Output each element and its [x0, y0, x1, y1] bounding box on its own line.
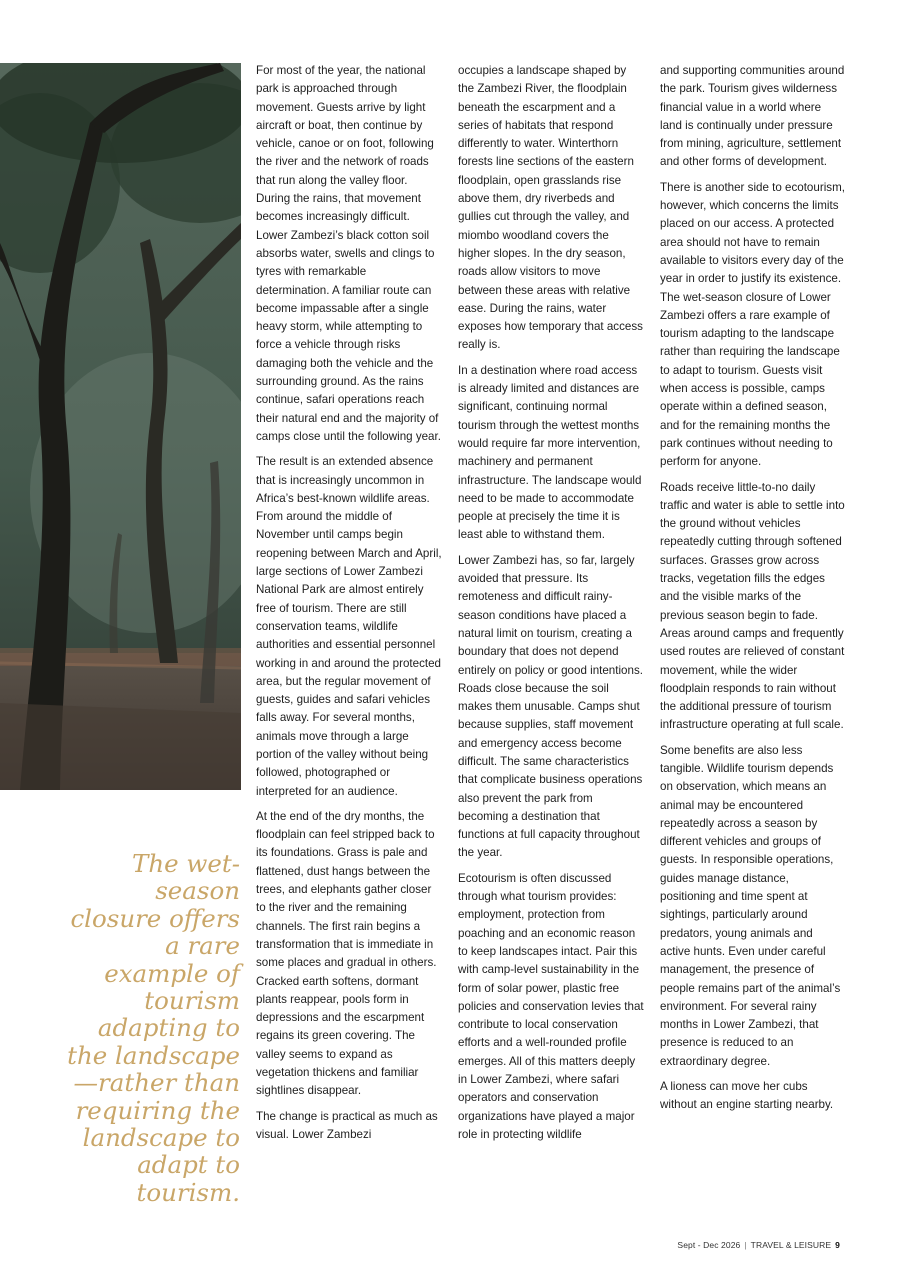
forest-illustration	[0, 63, 241, 790]
paragraph: Some benefits are also less tangible. Wildlife tourism depends on observation, which means an animal may be encountered repeatedly across a season by different vehicles and groups of guests. In responsible operations, guides manage distance, positioning and time spent at sightings, particularly around predators, young animals and active hunts. Even under careful management, the presence of people remains part of the animal’s environment. For several rainy months in Lower Zambezi, that presence is reduced to an extraordinary degree.	[660, 743, 841, 1068]
paragraph: occupies a landscape shaped by the Zambezi River, the floodplain beneath the escarpment and a series of habitats that respond differently to water. Winterthorn forests line sections of the eastern floodplain, open grasslands rise above them, dry riverbeds and gullies cut through the valley, and miombo woodland covers the higher slopes. In the dry season, roads allow visitors to move between these areas with relative ease. During the rains, water exposes how temporary that access really is.	[458, 64, 643, 352]
paragraph: Lower Zambezi has, so far, largely avoided that pressure. Its remoteness and difficult rainy-season conditions have placed a natural limit on tourism, creating a boundary that does not depend entirely on policy or good intentions. Roads close because the soil makes them unusable. Camps shut because supplies, staff movement and emergency access become difficult. The same characteristics that complicate business operations also prevent the park from becoming a destination that functions at full capacity throughout the year.	[458, 553, 643, 860]
paragraph: The change is practical as much as visual. Lower Zambezi	[256, 1109, 438, 1141]
forest-photo	[0, 63, 241, 790]
paragraph: At the end of the dry months, the floodplain can feel stripped back to its foundations. Grass is pale and flattened, dust hangs between the trees, and elephants gather closer to the river and the remaining channels. The first rain begins a transformation that is immediate in some places and gradual in others. Cracked earth softens, dormant plants reappear, pools form in depressions and the escarpment regains its green covering. The valley seems to expand as vegetation thickens and familiar sightlines disappear.	[256, 809, 437, 1098]
publication-name: TRAVEL & LEISURE	[750, 1240, 832, 1250]
issue-date: Sept - Dec 2026	[677, 1240, 741, 1250]
article-column-3	[660, 62, 846, 1122]
paragraph: A lioness can move her cubs without an engine starting nearby.	[660, 1080, 834, 1112]
paragraph: For most of the year, the national park is approached through movement. Guests arrive by light aircraft or boat, then continue by vehicle, canoe or on foot, following the river and the network of roads that run along the valley floor. During the rains, that movement becomes increasingly difficult. Lower Zambezi’s black cotton soil absorbs water, swells and clings to tyres with remarkable determination. A familiar route can become impassable after a single heavy storm, while attempting to force a vehicle through risks damaging both the vehicle and the surrounding ground. As the rains continue, safari operations reach their natural end and the majority of camps close until the following year.	[256, 64, 441, 443]
paragraph: and supporting communities around the park. Tourism gives wilderness financial value in a world where land is continually under pressure from mining, agriculture, settlement and other forms of development.	[660, 64, 845, 169]
paragraph: Roads receive little-to-no daily traffic and water is able to settle into the ground without vehicles repeatedly cutting through softened surfaces. Grasses grow across tracks, vegetation fills the edges and the visible marks of the previous season begin to fade. Areas around camps and frequently used routes are relieved of constant movement, while the wider floodplain responds to rain without the additional pressure of tourism infrastructure operating at full scale.	[660, 480, 845, 732]
footer-divider: |	[744, 1240, 747, 1250]
paragraph: In a destination where road access is already limited and distances are significant, continuing normal tourism through the wettest months would require far more intervention, machinery and permanent infrastructure. The landscape would need to be made to accommodate people at precisely the time it is least able to withstand them.	[458, 363, 642, 542]
paragraph: Ecotourism is often discussed through what tourism provides: employment, protection from poaching and an economic reason to keep landscapes intact. Pair this with camp-level sustainability in the form of solar power, plastic free policies and conservation levies that contribute to local conservation efforts and a well-rounded profile emerges. All of this matters deeply in Lower Zambezi, where safari operators and conservation organizations have played a major role in protecting wildlife	[458, 871, 644, 1141]
page-number: 9	[835, 1240, 840, 1250]
paragraph: There is another side to ecotourism, however, which concerns the limits placed on our access. A protected area should not have to remain available to visitors every day of the year in order to justify its existence. The wet-season closure of Lower Zambezi offers a rare example of tourism adapting to the landscape rather than requiring the landscape to adapt to tourism. Guests visit when access is possible, camps operate within a defined season, and for the remaining months the park continues without needing to perform for anyone.	[660, 180, 845, 469]
article-column-1	[256, 62, 442, 1151]
pull-quote: The wet-season closure offers a rare example of tourism adapting to the landscape—rather than requiring the landscape to adapt to tourism.	[67, 849, 240, 1207]
page-footer	[677, 1240, 840, 1250]
article-column-2	[458, 62, 644, 1151]
paragraph: The result is an extended absence that is increasingly uncommon in Africa’s best-known wildlife areas. From around the middle of November until camps begin reopening between March and April, large sections of Lower Zambezi National Park are almost entirely free of tourism. There are still conservation teams, wildlife authorities and essential personnel working in and around the protected area, but the regular movement of guests, guides and safari vehicles falls away. For several months, animals move through a large portion of the valley without being followed, photographed or interpreted for an audience.	[256, 455, 442, 798]
